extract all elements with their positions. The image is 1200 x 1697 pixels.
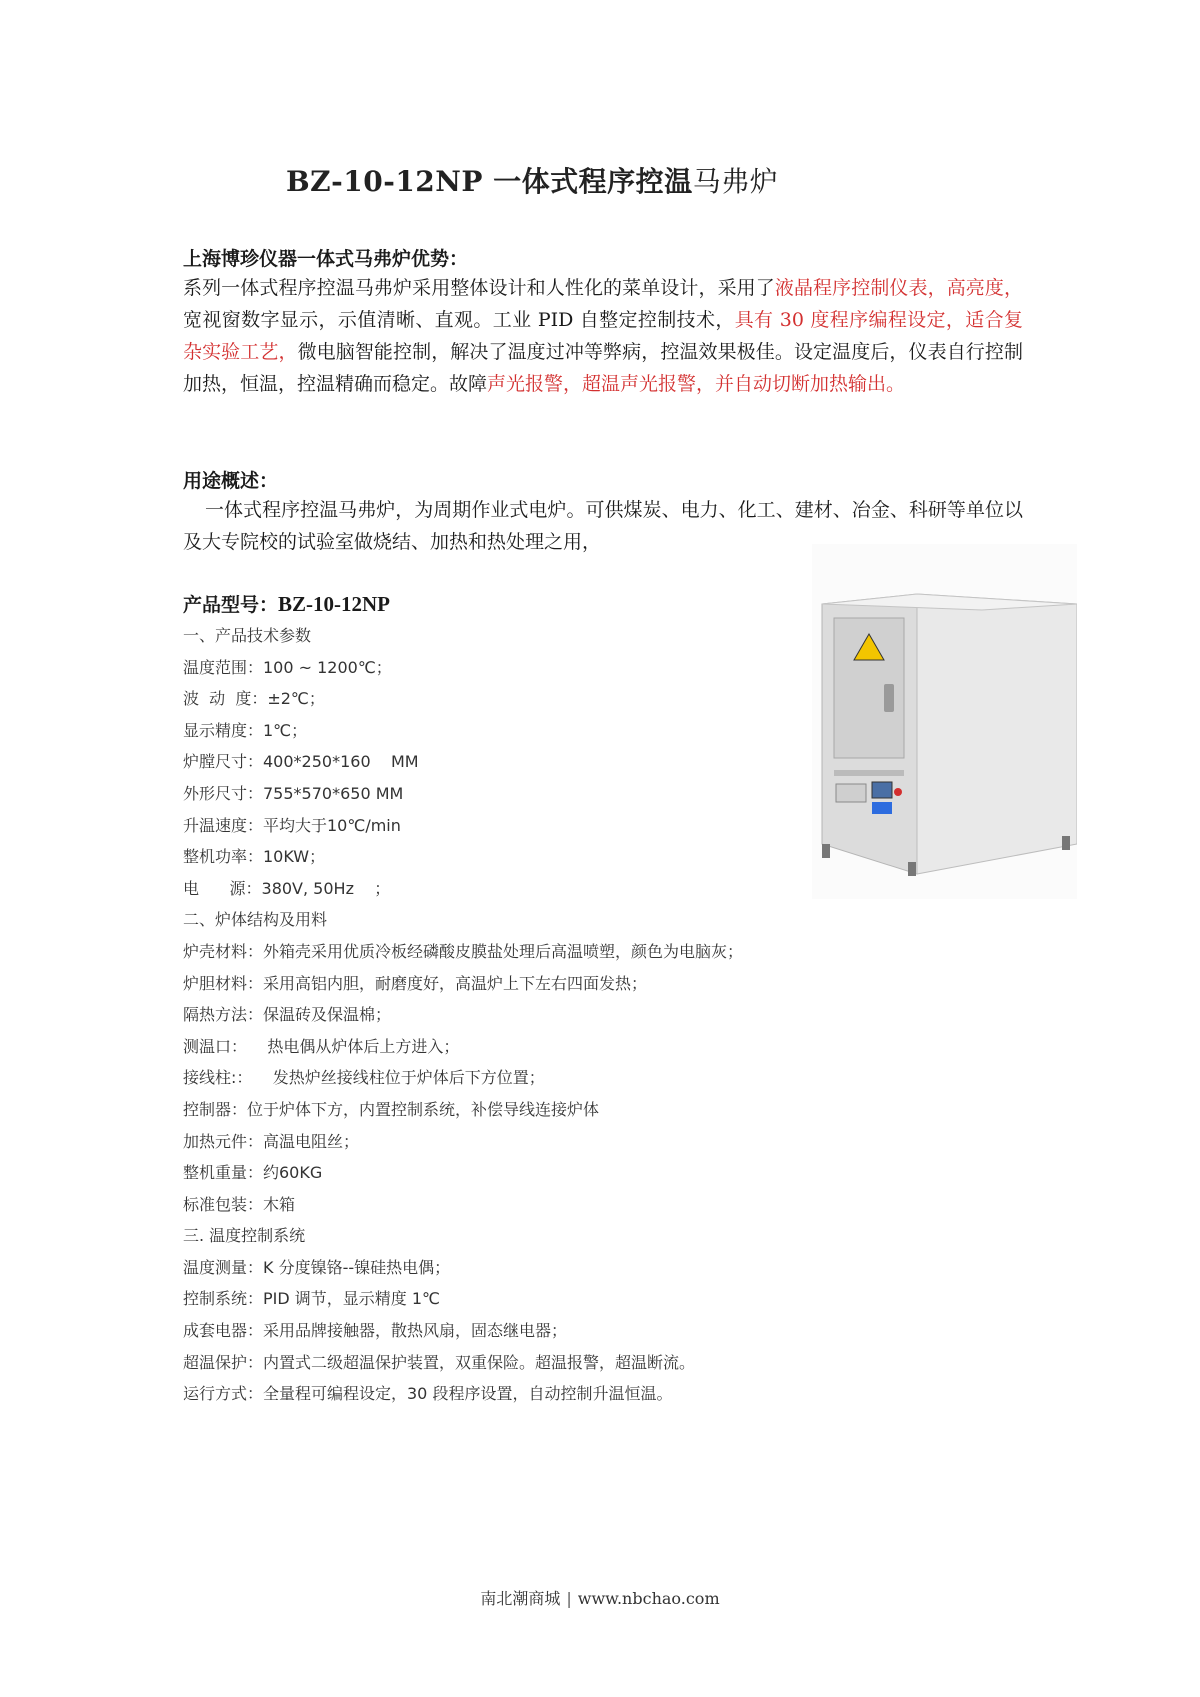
spec-line: 炉壳材料：外箱壳采用优质冷板经磷酸皮膜盐处理后高温喷塑，颜色为电脑灰； (183, 941, 744, 961)
muffle-furnace-photo (812, 544, 1077, 899)
spec-line: 标准包装：木箱 (183, 1194, 296, 1214)
adv-seg-3: 具有 30 度程序编程设定，适合复杂实验工艺， (183, 309, 1023, 363)
spec-line: 测温口： 热电偶从炉体后上方进入； (183, 1036, 460, 1056)
spec-line: 整机重量：约60KG (183, 1163, 323, 1183)
adv-seg-0: 系列一体式程序控温马弗炉采用整体设计和人性化的菜单设计，采用了 (183, 277, 775, 299)
spec-line: 温度范围：100 ~ 1200℃； (183, 657, 392, 677)
spec-line: 成套电器：采用品牌接触器，散热风扇，固态继电器； (183, 1321, 568, 1341)
model-label: 产品型号： (183, 594, 279, 616)
adv-seg-4: 微电脑智能控制，解决了温度过冲等弊病，控温效果极佳。设定温度后，仪表自行控制加热，恒温，控温精确而稳定。故障 (183, 341, 1023, 395)
spec-line: 波 动 度：±2℃； (183, 689, 325, 709)
spec-line: 加热元件：高温电阻丝； (183, 1131, 360, 1151)
spec-line: 温度测量：K 分度镍铬--镍硅热电偶； (183, 1257, 451, 1277)
footer (0, 1586, 1200, 1609)
spec-line: 电 源：380V, 50Hz ； (183, 878, 391, 898)
adv-seg-1: 液晶程序控制仪表，高亮度， (774, 277, 1023, 299)
adv-seg-2: 宽视窗数字显示，示值清晰、直观。工业 PID 自整定控制技术， (183, 309, 735, 331)
title-model: BZ-10-12NP 一体式程序控温 (286, 165, 693, 198)
spec-line: 三. 温度控制系统 (183, 1226, 306, 1246)
adv-seg-5: 声光报警，超温声光报警，并自动切断加热输出。 (487, 373, 906, 395)
advantages-paragraph (183, 272, 1023, 400)
spec-line: 升温速度：平均大于10℃/min (183, 815, 401, 835)
spec-line: 控制器：位于炉体下方，内置控制系统，补偿导线连接炉体 (183, 1099, 600, 1119)
usage-paragraph: 一体式程序控温马弗炉，为周期作业式电炉。可供煤炭、电力、化工、建材、冶金、科研等单位以及大专院校的试验室做烧结、加热和热处理之用， (183, 499, 1023, 553)
document-title (286, 160, 778, 200)
model-value: BZ-10-12NP (278, 592, 391, 616)
spec-line: 外形尺寸：755*570*650 MM (183, 783, 404, 803)
footer-site: 南北潮商城 (480, 1589, 561, 1608)
usage-heading: 用途概述： (183, 470, 279, 492)
advantages-heading: 上海博珍仪器一体式马弗炉优势： (183, 248, 469, 270)
spec-line: 隔热方法：保温砖及保温棉； (183, 1005, 392, 1025)
spec-line: 炉膛尺寸：400*250*160 MM (183, 752, 419, 772)
spec-line: 炉胆材料：采用高铝内胆，耐磨度好，高温炉上下左右四面发热； (183, 973, 648, 993)
title-product: 马弗炉 (692, 165, 779, 198)
spec-line: 显示精度：1℃； (183, 720, 308, 740)
spec-line: 控制系统：PID 调节，显示精度 1℃ (183, 1289, 441, 1309)
footer-separator: | (566, 1589, 572, 1608)
spec-line: 超温保护：内置式二级超温保护装置，双重保险。超温报警，超温断流。 (183, 1352, 696, 1372)
spec-line: 运行方式：全量程可编程设定，30 段程序设置，自动控制升温恒温。 (183, 1384, 673, 1404)
spec-line: 一、产品技术参数 (183, 626, 312, 645)
spec-line: 整机功率：10KW； (183, 847, 326, 867)
spec-line: 二、炉体结构及用料 (183, 910, 328, 930)
footer-link[interactable]: www.nbchao.com (577, 1589, 720, 1608)
spec-line: 接线柱:： 发热炉丝接线柱位于炉体后下方位置； (183, 1068, 545, 1088)
